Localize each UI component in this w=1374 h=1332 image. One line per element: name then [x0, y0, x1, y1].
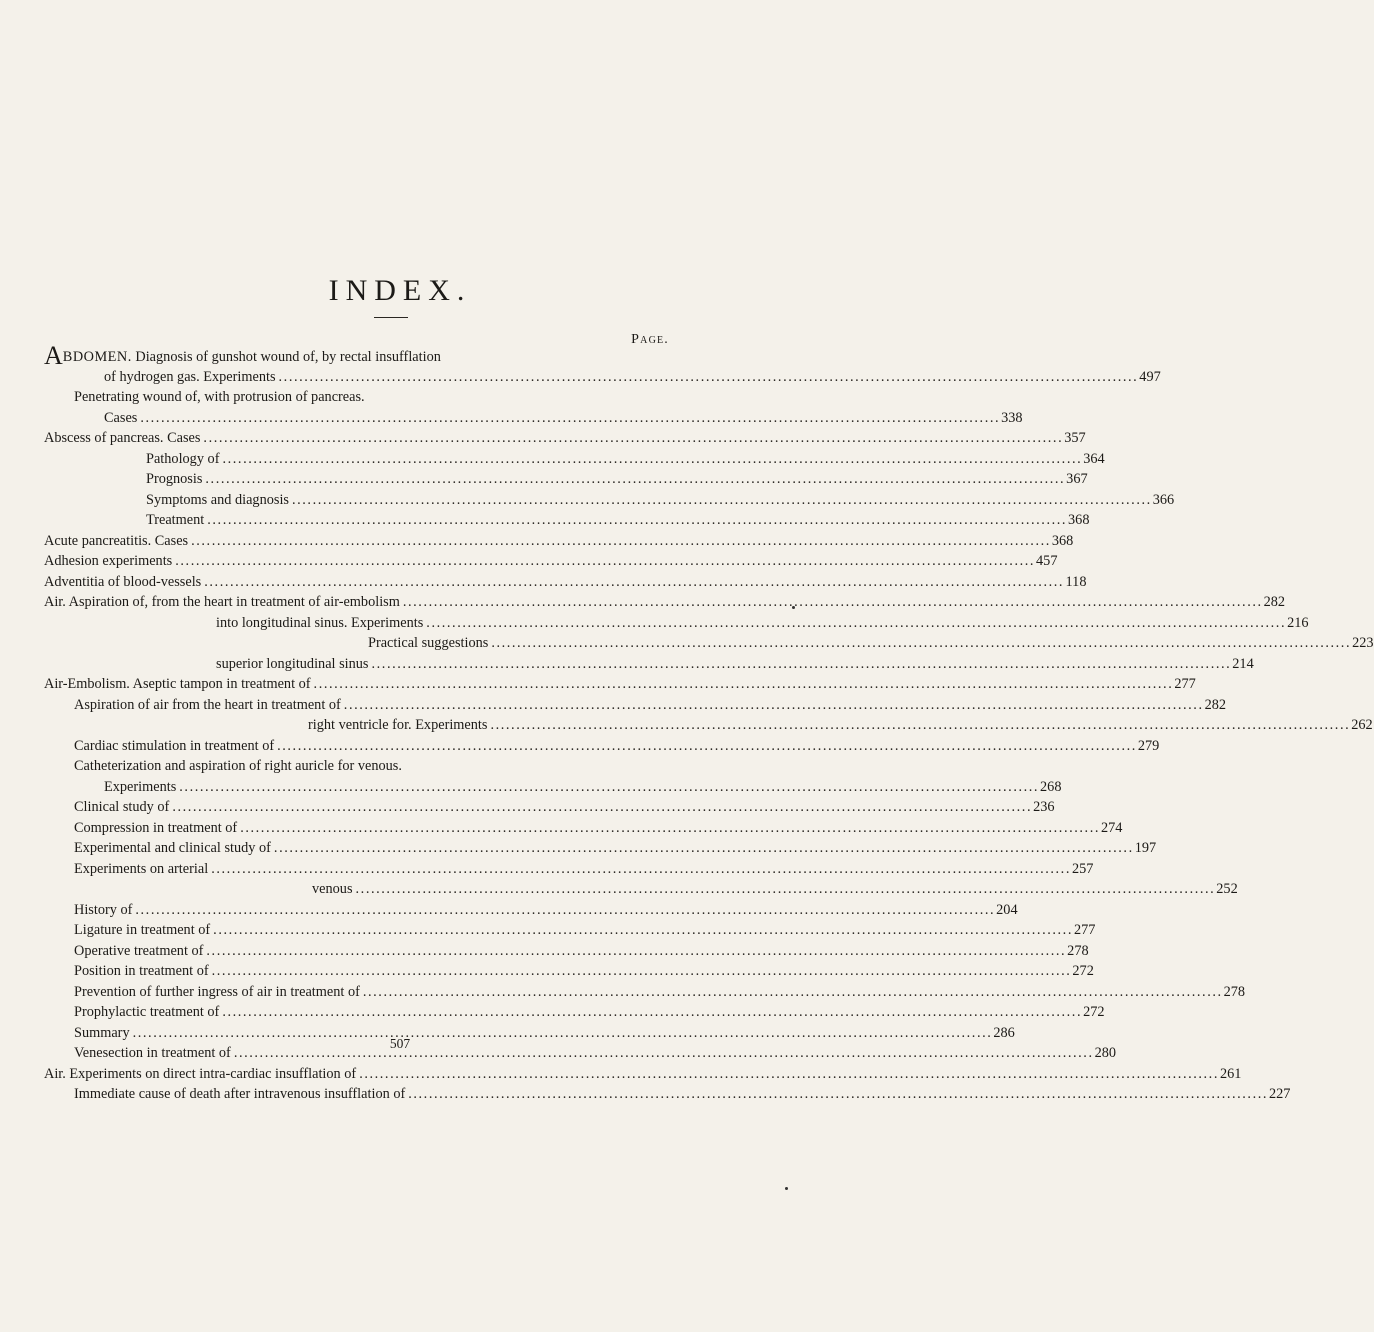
entry-text: Air. Experiments on direct intra-cardiac insufflation of	[44, 1065, 357, 1082]
dot-leader	[172, 797, 1029, 818]
title-rule	[374, 317, 408, 318]
dot-leader	[490, 715, 1347, 736]
index-entry	[74, 818, 1123, 839]
entry-page-number: 368	[1068, 512, 1090, 528]
entry-page-number: 257	[1071, 860, 1094, 877]
dot-leader	[426, 613, 1283, 634]
index-entry	[368, 633, 1374, 654]
dot-leader	[135, 900, 992, 921]
dot-leader	[363, 982, 1220, 1003]
index-entry	[312, 879, 1238, 900]
dot-leader	[292, 490, 1149, 511]
ink-speck	[792, 606, 795, 609]
entry-page-number: 367	[1066, 471, 1088, 487]
index-entry	[44, 592, 1286, 613]
index-entry	[44, 531, 1074, 552]
entry-page-number: 236	[1033, 799, 1055, 815]
index-entry	[308, 715, 1373, 736]
entry-text: Cardiac stimulation in treatment of	[74, 737, 275, 754]
entry-text: Aspiration of air from the heart in treatment of	[74, 696, 341, 713]
index-entry	[44, 428, 1086, 449]
entry-page-number: 268	[1040, 778, 1062, 795]
entry-text: Clinical study of	[74, 799, 170, 815]
index-entry	[104, 777, 1062, 798]
index-entry	[104, 408, 1023, 429]
dot-leader	[203, 428, 1060, 449]
index-entry	[44, 674, 1196, 695]
entry-page-number: 214	[1232, 655, 1254, 672]
drop-cap: A	[44, 341, 63, 370]
entry-page-number: 357	[1064, 430, 1086, 446]
entry-page-number: 204	[996, 901, 1018, 918]
entry-page-number: 282	[1263, 594, 1286, 610]
entry-page-number: 366	[1152, 491, 1175, 508]
entry-text: Position in treatment of	[74, 963, 209, 979]
entry-text: Air. Aspiration of, from the heart in treatment of air-embolism	[44, 594, 400, 610]
dot-leader	[314, 674, 1171, 695]
entry-page-number: 118	[1065, 573, 1087, 590]
index-entry	[146, 490, 1175, 511]
dot-leader	[222, 449, 1079, 470]
dot-leader	[408, 1084, 1265, 1105]
heading-word: BDOMEN.	[62, 349, 132, 365]
dot-leader	[175, 551, 1032, 572]
dot-leader	[274, 838, 1131, 859]
entry-page-number: 286	[993, 1024, 1015, 1041]
index-entry	[44, 551, 1058, 572]
index-entry	[74, 920, 1096, 941]
entry-text: Summary	[74, 1024, 130, 1041]
entry-page-number: 280	[1094, 1045, 1117, 1061]
entry-text: Experimental and clinical study of	[74, 840, 271, 856]
page-number: 507	[389, 1036, 411, 1051]
entry-text: History of	[74, 901, 133, 918]
dot-leader	[279, 367, 1136, 388]
dot-leader	[277, 736, 1134, 757]
index-entry	[104, 367, 1161, 388]
index-entry	[74, 736, 1160, 757]
entry-page-number: 279	[1137, 737, 1160, 754]
entry-page-number: 274	[1100, 819, 1123, 836]
entry-text: Prophylactic treatment of	[74, 1004, 220, 1020]
dot-leader	[344, 695, 1201, 716]
entry-text: into longitudinal sinus. Experiments	[216, 614, 424, 631]
dot-leader	[211, 859, 1068, 880]
index-entry	[74, 900, 1018, 921]
dot-leader	[191, 531, 1048, 552]
ink-speck	[785, 1187, 788, 1190]
index-entry	[74, 1084, 1291, 1105]
index-entry	[216, 654, 1254, 675]
page-column-heading: Page.	[631, 332, 669, 347]
dot-leader	[206, 941, 1063, 962]
index-entry	[146, 510, 1090, 531]
entry-page-number: 277	[1073, 922, 1096, 938]
dot-leader	[213, 920, 1070, 941]
dot-leader	[204, 572, 1061, 593]
entry-text: superior longitudinal sinus	[216, 655, 369, 672]
dot-leader	[240, 818, 1097, 839]
entry-text: right ventricle for. Experiments	[308, 717, 488, 733]
index-entry	[146, 449, 1105, 470]
entry-text: Cases	[104, 409, 138, 426]
entry-text: Ligature in treatment of	[74, 922, 211, 938]
entry-text: venous	[312, 881, 353, 897]
entry-text: Air-Embolism. Aseptic tampon in treatment of	[44, 676, 311, 692]
dot-leader	[179, 777, 1036, 798]
entry-text: Immediate cause of death after intravenous insufflation of	[74, 1086, 406, 1102]
index-entry	[74, 859, 1094, 880]
dot-leader	[359, 1064, 1216, 1085]
index-entry	[44, 572, 1087, 593]
heading-text: Diagnosis of gunshot wound of, by rectal insufflation	[131, 349, 441, 365]
entry-text: Experiments	[104, 778, 177, 795]
entry-text: Prognosis	[146, 471, 203, 487]
index-subheading: Penetrating wound of, with protrusion of pancreas.	[74, 389, 365, 405]
entry-text: Practical suggestions	[368, 635, 489, 651]
entry-text: Abscess of pancreas. Cases	[44, 430, 201, 446]
index-entry	[74, 941, 1089, 962]
entry-text: Pathology of	[146, 450, 220, 467]
entry-page-number: 497	[1139, 368, 1161, 385]
entry-page-number: 338	[1001, 409, 1023, 426]
entry-page-number: 223	[1352, 635, 1374, 651]
entry-text: Experiments on arterial	[74, 860, 209, 877]
entry-text: Adhesion experiments	[44, 553, 173, 569]
entry-page-number: 216	[1287, 614, 1309, 631]
index-entry	[146, 469, 1088, 490]
index-entry	[74, 838, 1157, 859]
page-title: INDEX.	[328, 274, 472, 307]
index-entry	[74, 961, 1094, 982]
dot-leader	[212, 961, 1069, 982]
entry-text: Symptoms and diagnosis	[146, 491, 289, 508]
dot-leader	[372, 654, 1229, 675]
entry-page-number: 261	[1219, 1065, 1242, 1082]
index-entry	[74, 797, 1055, 818]
entry-text: Operative treatment of	[74, 942, 204, 959]
index-entry	[74, 1002, 1105, 1023]
entry-text: Treatment	[146, 512, 205, 528]
index-heading-abdomen	[44, 341, 441, 370]
entry-page-number: 227	[1269, 1086, 1291, 1102]
entry-page-number: 197	[1134, 840, 1157, 856]
entry-page-number: 278	[1223, 983, 1246, 1000]
dot-leader	[205, 469, 1062, 490]
index-entry	[74, 695, 1227, 716]
index-entry	[216, 613, 1309, 634]
entry-page-number: 457	[1036, 553, 1058, 569]
entry-page-number: 282	[1204, 696, 1227, 713]
entry-page-number: 364	[1083, 450, 1105, 467]
dot-leader	[356, 879, 1213, 900]
dot-leader	[403, 592, 1260, 613]
index-subheading: Catheterization and aspiration of right auricle for venous.	[74, 758, 402, 774]
dot-leader	[222, 1002, 1079, 1023]
entry-page-number: 278	[1067, 942, 1089, 959]
entry-text: Compression in treatment of	[74, 819, 238, 836]
entry-page-number: 272	[1083, 1004, 1105, 1020]
dot-leader	[491, 633, 1348, 654]
entry-text: of hydrogen gas. Experiments	[104, 368, 276, 385]
dot-leader	[140, 408, 997, 429]
entry-page-number: 272	[1072, 963, 1094, 979]
dot-leader	[207, 510, 1064, 531]
entry-text: Venesection in treatment of	[74, 1045, 231, 1061]
entry-text: Adventitia of blood-vessels	[44, 573, 202, 590]
entry-text: Prevention of further ingress of air in treatment of	[74, 983, 360, 1000]
entry-page-number: 252	[1216, 881, 1238, 897]
index-entry	[44, 1064, 1242, 1085]
entry-page-number: 262	[1351, 717, 1373, 733]
entry-text: Acute pancreatitis. Cases	[44, 532, 189, 549]
entry-page-number: 368	[1051, 532, 1074, 549]
index-entry	[74, 982, 1246, 1003]
entry-page-number: 277	[1174, 676, 1196, 692]
